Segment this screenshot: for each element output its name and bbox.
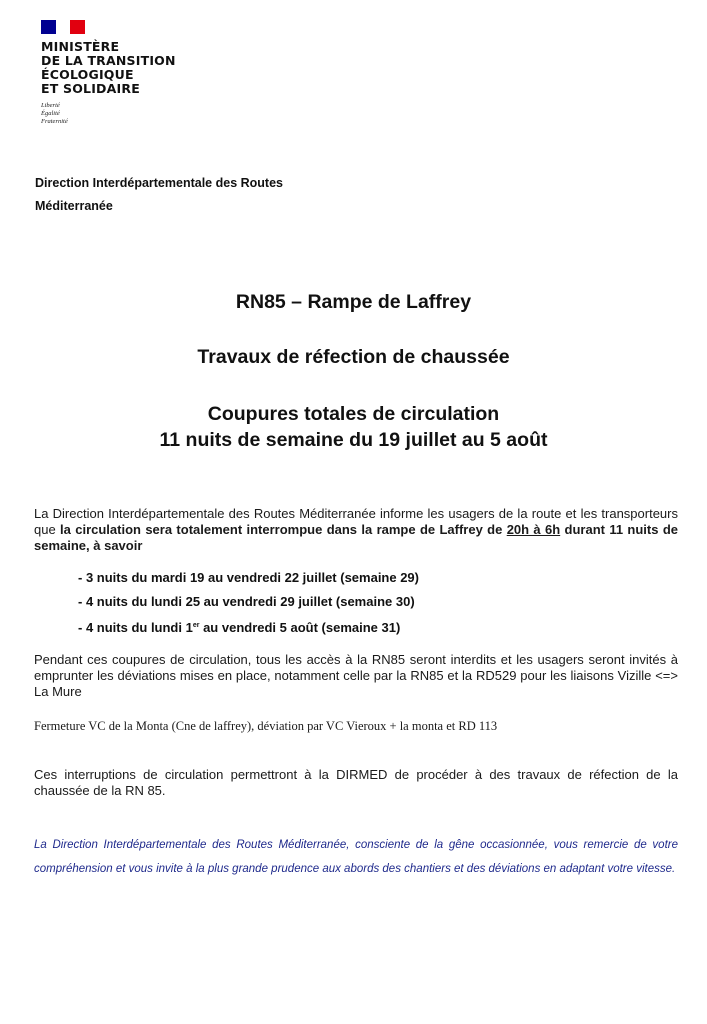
schedule-item: - 3 nuits du mardi 19 au vendredi 22 juillet (semaine 29) xyxy=(78,570,419,585)
intro-bold: la circulation sera totalement interrompue dans la rampe de Laffrey de xyxy=(60,522,507,537)
direction-line-2: Méditerranée xyxy=(35,199,113,213)
issuing-direction xyxy=(35,172,283,218)
schedule-item-start: - 4 nuits du lundi 1 xyxy=(78,620,193,635)
access-paragraph: Pendant ces coupures de circulation, tous les accès à la RN85 seront interdits et les usagers seront invités à emprunter les déviations mises en place, notamment celle par la RN85 et la RD529 pour les liaisons Vizille <=> La Mure xyxy=(34,652,678,699)
direction-line-1: Direction Interdépartementale des Routes xyxy=(35,176,283,190)
logo-line: ET SOLIDAIRE xyxy=(41,81,140,96)
intro-paragraph xyxy=(34,506,678,554)
intro-text: La Direction Interdépartementale des Routes Méditerranée informe les usagers de la route et les transporteurs que xyxy=(34,506,678,537)
motto-liberte: Liberté xyxy=(41,102,60,109)
french-flag-icon xyxy=(41,20,85,34)
title-period: 11 nuits de semaine du 19 juillet au 5 août xyxy=(159,429,548,451)
title-works: Travaux de réfection de chaussée xyxy=(197,346,510,368)
motto-egalite: Égalité xyxy=(41,110,60,117)
ordinal-suffix: er xyxy=(192,622,200,629)
schedule-item: - 4 nuits du lundi 25 au vendredi 29 juillet (semaine 30) xyxy=(78,594,415,609)
logo-line: ÉCOLOGIQUE xyxy=(41,67,134,82)
title-closures-block xyxy=(0,401,707,453)
schedule-item-end: au vendredi 5 août (semaine 31) xyxy=(199,620,401,635)
closing-paragraph: La Direction Interdépartementale des Routes Méditerranée, consciente de la gêne occasionnée, vous remercie de votre compréhension et vous invite à la plus grande prudence aux abords des chantiers et des déviations en adaptant votre vitesse. xyxy=(34,839,678,875)
logo-line: MINISTÈRE xyxy=(41,39,120,54)
schedule-list xyxy=(78,566,419,640)
intro-bold-end: durant 11 nuits de semaine, à savoir xyxy=(34,522,678,553)
ministry-logo xyxy=(41,20,176,126)
vc-closure-paragraph: Fermeture VC de la Monta (Cne de laffrey), déviation par VC Vieroux + la monta et RD 113 xyxy=(34,719,498,733)
time-range: 20h à 6h xyxy=(506,522,561,537)
title-road: RN85 – Rampe de Laffrey xyxy=(235,291,472,313)
motto-fraternite: Fraternité xyxy=(41,118,68,125)
schedule-item xyxy=(78,614,419,640)
purpose-paragraph: Ces interruptions de circulation permettront à la DIRMED de procéder à des travaux de réfection de la chaussée de la RN 85. xyxy=(34,767,678,798)
logo-line: DE LA TRANSITION xyxy=(41,53,176,68)
title-closures: Coupures totales de circulation xyxy=(207,403,500,425)
republic-motto xyxy=(41,102,176,126)
